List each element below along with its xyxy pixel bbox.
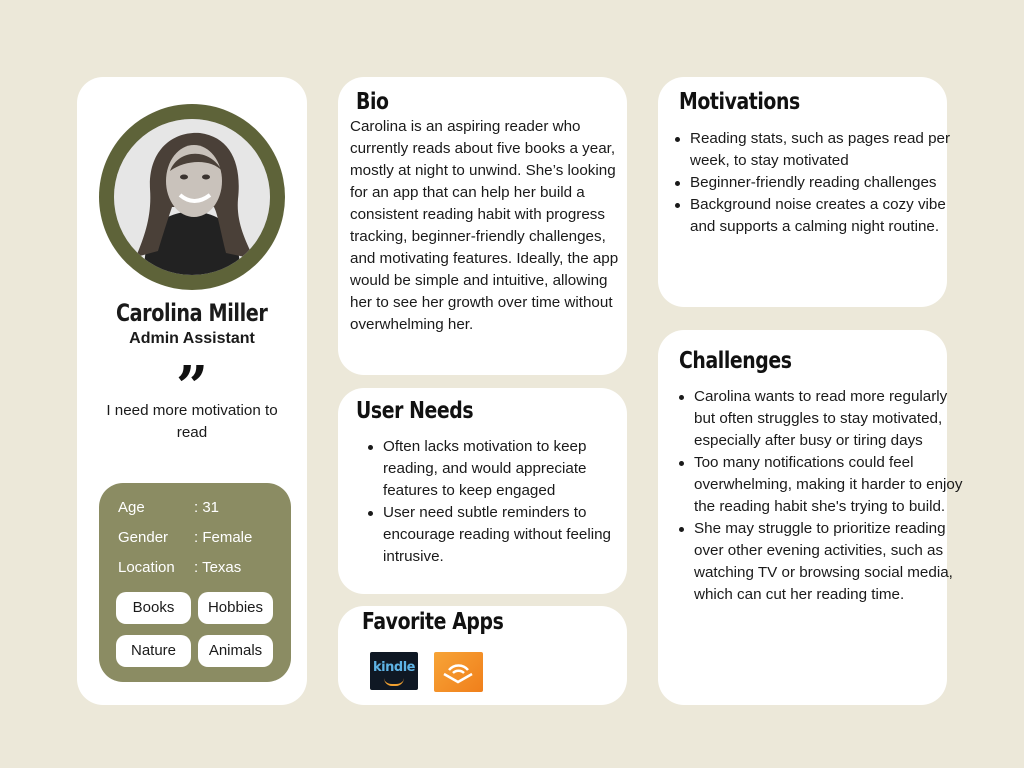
info-label: Location (118, 559, 175, 576)
avatar-photo (114, 119, 270, 275)
info-label: Gender (118, 529, 169, 546)
tag-books: Books (116, 592, 191, 624)
kindle-wordmark: kindle (373, 660, 415, 675)
motivations-list (668, 128, 960, 238)
info-value: : 31 (194, 499, 220, 516)
tag-nature: Nature (116, 635, 191, 667)
quote-icon: ” (175, 354, 209, 420)
persona-quote: I need more motivation to read (106, 402, 278, 441)
list-item: Often lacks motivation to keep reading, and would appreciate features to keep engaged (383, 436, 628, 502)
challenges-heading: Challenges (679, 348, 792, 374)
info-row-gender (118, 529, 252, 546)
avatar (99, 104, 285, 290)
audible-app-icon (434, 652, 483, 692)
info-value: : Texas (194, 559, 242, 576)
list-item: Background noise creates a cozy vibe and supports a calming night routine. (690, 194, 960, 238)
user-needs-card (338, 388, 627, 594)
list-item: She may struggle to prioritize reading over other evening activities, such as watching TV or browsing social media, which can cut her reading time. (694, 518, 964, 606)
challenges-card (658, 330, 963, 705)
info-row-age (118, 499, 219, 516)
tag-hobbies: Hobbies (198, 592, 273, 624)
bio-text: Carolina is an aspiring reader who currently reads about five books a year, mostly at night to unwind. She’s looking for an app that can help her build a consistent reading habit with progress tracking, beginner-friendly challenges, and motivating features. Ideally, the app would be simple and intuitive, allowing her to see her growth over time without overwhelming her. (350, 118, 619, 333)
favorite-apps-heading: Favorite Apps (362, 609, 504, 635)
bio-heading: Bio (356, 89, 389, 115)
portrait-image (114, 119, 270, 275)
list-item: Beginner-friendly reading challenges (690, 172, 960, 194)
motivations-heading: Motivations (679, 89, 800, 115)
info-box (99, 483, 291, 682)
list-item: Carolina wants to read more regularly but often struggles to stay motivated, especially after busy or tiring days (694, 386, 964, 452)
list-item: User need subtle reminders to encourage reading without feeling intrusive. (383, 502, 628, 568)
tag-animals: Animals (198, 635, 273, 667)
user-needs-heading: User Needs (356, 398, 474, 424)
motivations-card (658, 77, 951, 307)
info-row-location (118, 559, 241, 576)
user-needs-list (361, 436, 628, 568)
profile-card (77, 77, 307, 705)
list-item: Reading stats, such as pages read per week, to stay motivated (690, 128, 960, 172)
persona-role: Admin Assistant (129, 330, 255, 347)
persona-name: Carolina Miller (116, 299, 268, 327)
list-item: Too many notifications could feel overwhelming, making it harder to enjoy the reading habit she's trying to build. (694, 452, 964, 518)
challenges-list (672, 386, 964, 606)
bio-card (338, 77, 627, 375)
info-label: Age (118, 499, 145, 516)
info-value: : Female (194, 529, 253, 546)
favorite-apps-card (338, 606, 627, 705)
kindle-app-icon (370, 652, 418, 690)
